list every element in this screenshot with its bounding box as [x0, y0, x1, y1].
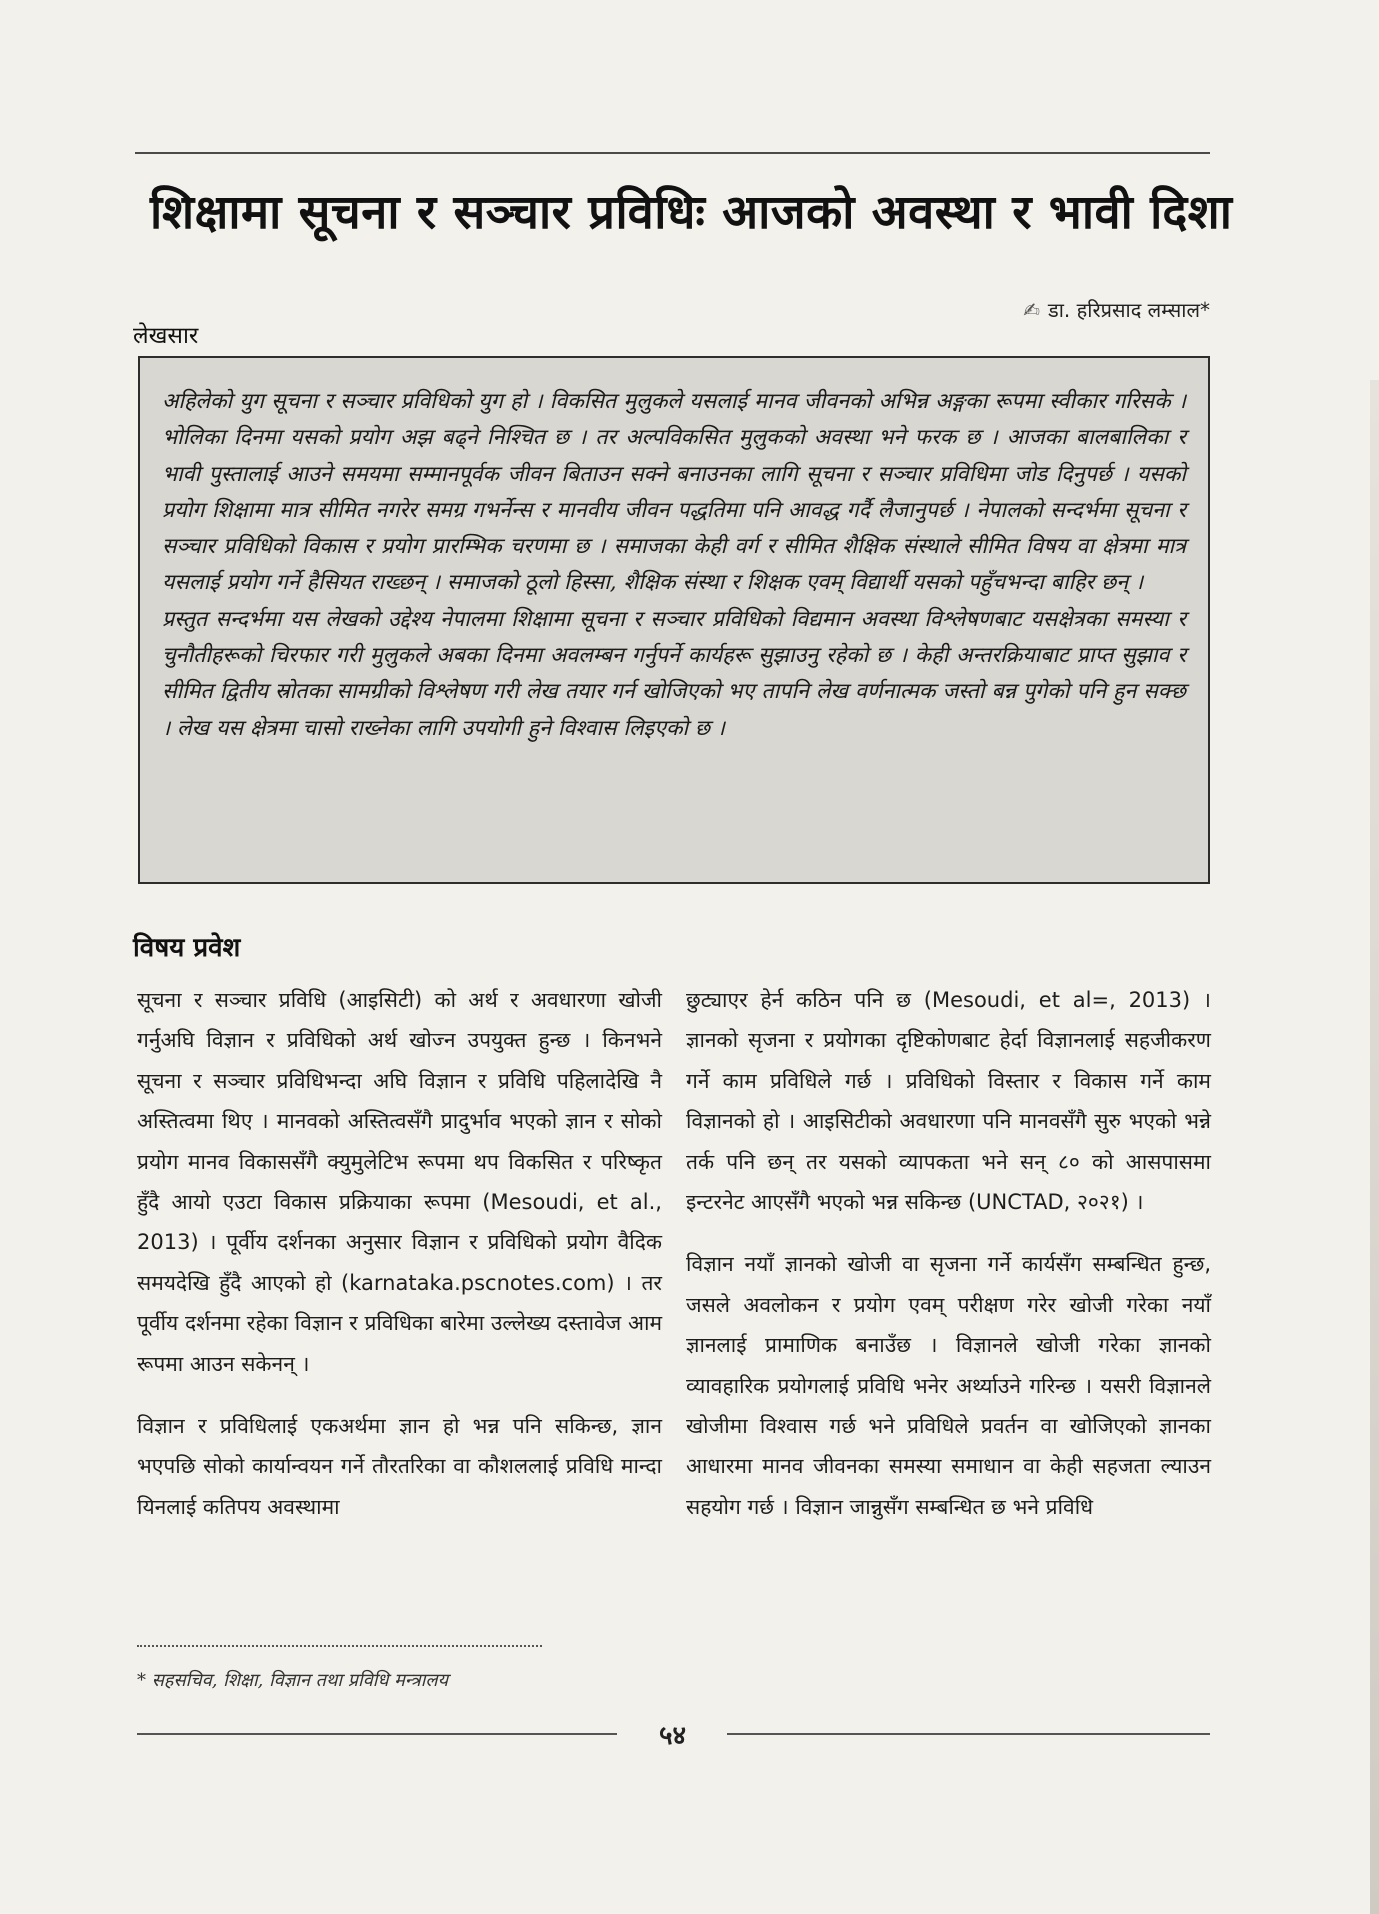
author-name: डा. हरिप्रसाद लम्साल* [1048, 298, 1210, 322]
abstract-paragraph-2: प्रस्तुत सन्दर्भमा यस लेखको उद्देश्य नेपालमा शिक्षामा सूचना र सञ्चार प्रविधिको विद्यमान अवस्था विश्लेषणबाट यसक्षेत्रका समस्या र चुनौतीहरूको चिरफार गरी मुलुकले अबका दिनमा अवलम्बन गर्नुपर्ने कार्यहरू सुझाउनु रहेको छ । केही अन्तरक्रियाबाट प्राप्त सुझाव र सीमित द्वितीय स्रोतका सामग्रीको विश्लेषण गरी लेख तयार गर्न खोजिएको भए तापनि लेख वर्णनात्मक जस्तो बन्न पुगेको पनि हुन सक्छ । लेख यस क्षेत्रमा चासो राख्नेका लागि उपयोगी हुने विश्वास लिइएको छ । [162, 606, 1186, 741]
footnote-divider [137, 1645, 542, 1647]
bottom-rule-left [137, 1733, 617, 1735]
left-column [137, 980, 662, 1549]
bottom-rule-right [727, 1733, 1210, 1735]
section-heading: विषय प्रवेश [133, 933, 241, 963]
top-rule [135, 152, 1210, 154]
page-number: ५४ [658, 1721, 687, 1751]
article-title: शिक्षामा सूचना र सञ्चार प्रविधिः आजको अवस्था र भावी दिशा [150, 185, 1233, 240]
right-paragraph-1: छुट्याएर हेर्न कठिन पनि छ (Mesoudi, et al=, 2013) । ज्ञानको सृजना र प्रयोगका दृष्टिकोणबाट हेर्दा विज्ञानलाई सहजीकरण गर्ने काम प्रविधिले गर्छ । प्रविधिको विस्तार र विकास गर्ने काम विज्ञानको हो । आइसिटीको अवधारणा पनि मानवसँगै सुरु भएको भन्ने तर्क पनि छन् तर यसको व्यापकता भने सन् ८० को आसपासमा इन्टरनेट आएसँगै भएको भन्न सकिन्छ (UNCTAD, २०२१) । [686, 988, 1211, 1215]
abstract-heading: लेखसार [133, 323, 199, 349]
pen-icon: ✍ [1023, 298, 1041, 322]
abstract-paragraph-1: अहिलेको युग सूचना र सञ्चार प्रविधिको युग हो । विकसित मुलुकले यसलाई मानव जीवनको अभिन्न अङ्गका रूपमा स्वीकार गरिसके । भोलिका दिनमा यसको प्रयोग अझ बढ्ने निश्चित छ । तर अल्पविकसित मुलुकको अवस्था भने फरक छ । आजका बालबालिका र भावी पुस्तालाई आउने समयमा सम्मानपूर्वक जीवन बिताउन सक्ने बनाउनका लागि सूचना र सञ्चार प्रविधिमा जोड दिनुपर्छ । यसको प्रयोग शिक्षामा मात्र सीमित नगरेर समग्र गभर्नेन्स र मानवीय जीवन पद्धतिमा पनि आवद्ध गर्दै लैजानुपर्छ । नेपालको सन्दर्भमा सूचना र सञ्चार प्रविधिको विकास र प्रयोग प्रारम्भिक चरणमा छ । समाजका केही वर्ग र सीमित शैक्षिक संस्थाले सीमित विषय वा क्षेत्रमा मात्र यसलाई प्रयोग गर्ने हैसियत राख्छन् । समाजको ठूलो हिस्सा, शैक्षिक संस्था र शिक्षक एवम् विद्यार्थी यसको पहुँचभन्दा बाहिर छन् । [162, 389, 1186, 596]
right-paragraph-2: विज्ञान नयाँ ज्ञानको खोजी वा सृजना गर्ने कार्यसँग सम्बन्धित हुन्छ, जसले अवलोकन र प्रयोग एवम् परीक्षण गरेर खोजी गरेका नयाँ ज्ञानलाई प्रामाणिक बनाउँछ । विज्ञानले खोजी गरेका ज्ञानको व्यावहारिक प्रयोगलाई प्रविधि भनेर अर्थ्याउने गरिन्छ । यसरी विज्ञानले खोजीमा विश्वास गर्छ भने प्रविधिले प्रवर्तन वा खोजिएको ज्ञानका आधारमा मानव जीवनका समस्या समाधान वा केही सहजता ल्याउन सहयोग गर्छ । विज्ञान जान्नुसँग सम्बन्धित छ भने प्रविधि [686, 1252, 1211, 1519]
left-paragraph-2: विज्ञान र प्रविधिलाई एकअर्थमा ज्ञान हो भन्न पनि सकिन्छ, ज्ञान भएपछि सोको कार्यान्वयन गर्ने तौरतरिका वा कौशललाई प्रविधि मान्दा यिनलाई कतिपय अवस्थामा [137, 1414, 662, 1519]
author-line [900, 296, 1210, 323]
right-column [686, 980, 1211, 1549]
page-edge-shadow [1370, 380, 1379, 1914]
left-paragraph-1: सूचना र सञ्चार प्रविधि (आइसिटी) को अर्थ र अवधारणा खोजी गर्नुअघि विज्ञान र प्रविधिको अर्थ खोज्न उपयुक्त हुन्छ । किनभने सूचना र सञ्चार प्रविधिभन्दा अघि विज्ञान र प्रविधि पहिलादेखि नै अस्तित्वमा थिए । मानवको अस्तित्वसँगै प्रादुर्भाव भएको ज्ञान र सोको प्रयोग मानव विकाससँगै क्युमुलेटिभ रूपमा थप विकसित र परिष्कृत हुँदै आयो एउटा विकास प्रक्रियाका रूपमा (Mesoudi, et al., 2013) । पूर्वीय दर्शनका अनुसार विज्ञान र प्रविधिको प्रयोग वैदिक समयदेखि हुँदै आएको हो (karnataka.pscnotes.com) । तर पूर्वीय दर्शनमा रहेका विज्ञान र प्रविधिका बारेमा उल्लेख्य दस्तावेज आम रूपमा आउन सकेनन् । [137, 988, 662, 1376]
abstract-box [138, 356, 1210, 884]
footnote: * सहसचिव, शिक्षा, विज्ञान तथा प्रविधि मन्त्रालय [137, 1670, 449, 1691]
